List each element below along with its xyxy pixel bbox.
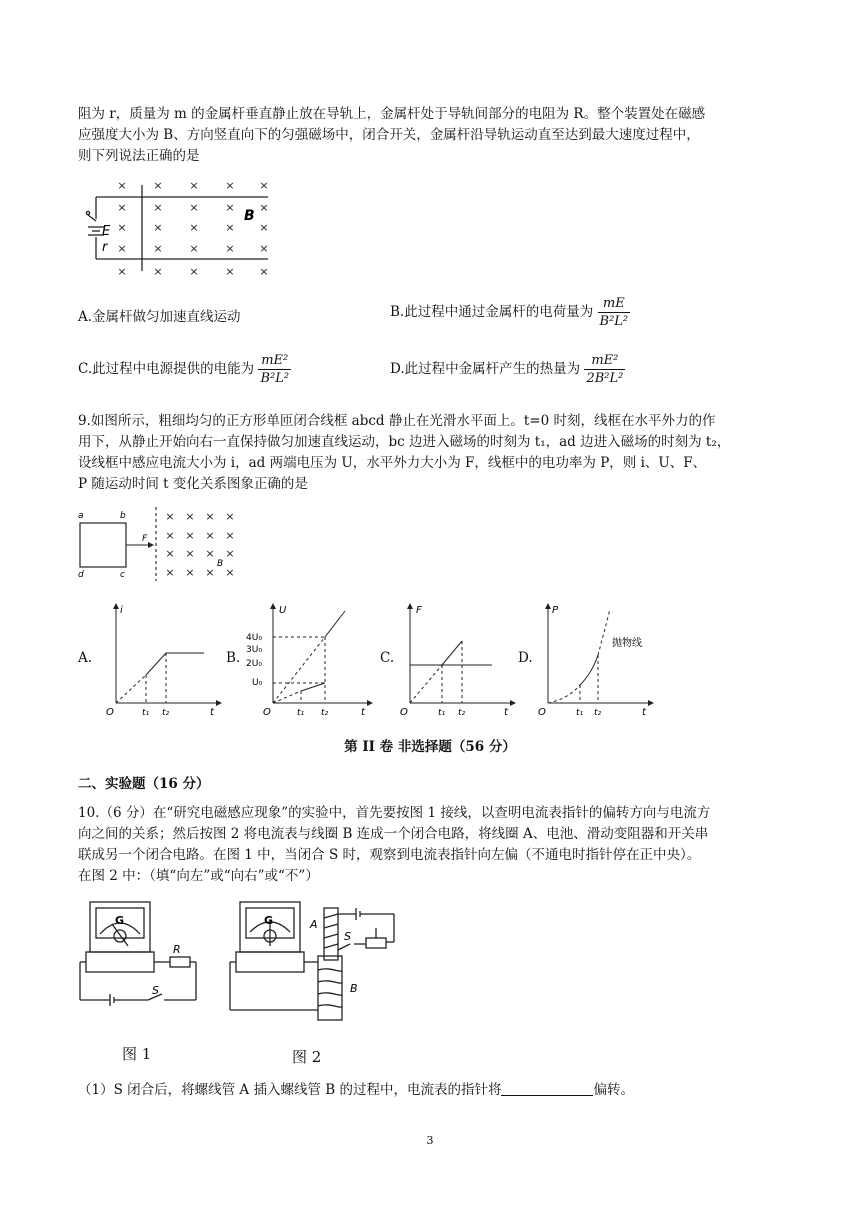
q8-option-c-fraction [258, 352, 291, 387]
q9-graph-c [398, 603, 518, 718]
q10-fig2-label-G: G [264, 914, 274, 927]
q8-option-c-den: B²L² [260, 371, 290, 386]
svg-text:×: × [225, 201, 235, 214]
q9-graph-a [104, 603, 224, 718]
q9-graph-a-origin: O [106, 707, 114, 718]
svg-text:×: × [189, 242, 199, 255]
page-number: 3 [426, 1134, 434, 1147]
svg-text:×: × [185, 566, 195, 579]
svg-text:×: × [189, 221, 199, 234]
svg-text:×: × [117, 179, 127, 192]
q9-label-F: F [142, 534, 148, 544]
q9-graph-d-t: t [642, 707, 646, 718]
q8-option-d-fraction [584, 352, 625, 387]
q8-option-c-text: C.此过程中电源提供的电能为 [78, 361, 255, 377]
q8-option-c[interactable] [78, 352, 291, 387]
svg-text:×: × [225, 547, 235, 560]
q9-graph-c-label[interactable]: C. [380, 650, 395, 666]
q9-graph-a-t2: t₂ [162, 708, 170, 718]
q10-fig1-label-S: S [152, 984, 159, 997]
q9-graph-c-yaxis: F [416, 605, 422, 616]
q9-graph-d-t2: t₂ [594, 708, 602, 718]
q8-option-b[interactable] [390, 295, 630, 330]
svg-text:×: × [225, 566, 235, 579]
svg-text:×: × [117, 265, 127, 278]
svg-text:×: × [189, 179, 199, 192]
svg-text:×: × [259, 242, 269, 255]
svg-text:×: × [153, 242, 163, 255]
q8-option-a[interactable]: A.金属杆做匀加速直线运动 [78, 309, 241, 325]
svg-text:×: × [225, 179, 235, 192]
q9-graph-b [245, 603, 375, 718]
q9-text-line4: P 随运动时间 t 变化关系图象正确的是 [78, 476, 308, 492]
svg-text:×: × [225, 510, 235, 523]
q9-text-line1: 9.如图所示，粗细均匀的正方形单匝闭合线框 abcd 静止在光滑水平面上。t=0 时刻，线框在水平外力的作 [78, 413, 716, 429]
q8-field-crosses [117, 179, 268, 278]
q10-fig2-label-B: B [350, 982, 358, 995]
q8-option-b-fraction [598, 295, 631, 330]
q8-text-line1: 阻为 r，质量为 m 的金属杆垂直静止放在导轨上，金属杆处于导轨间部分的电阻为 R。整个装置处在磁感 [78, 106, 706, 122]
q10-figure-2-caption: 图 2 [292, 1048, 322, 1066]
q10-fig1-label-R: R [173, 943, 181, 956]
q10-sub1 [78, 1080, 634, 1101]
q9-graph-a-t1: t₁ [142, 708, 150, 718]
q9-graph-b-tick-3u0: 3U₀ [246, 645, 262, 655]
svg-text:×: × [185, 510, 195, 523]
q10-text-line3: 联成另一个闭合电路。在图 1 中，当闭合 S 时，观察到电流表指针向左偏（不通电时指针停在正中央）。 [78, 847, 701, 863]
q8-option-b-num: mE [598, 295, 631, 313]
q9-graph-a-yaxis: i [120, 605, 123, 616]
q9-graph-d-parabola-note: 抛物线 [612, 638, 642, 649]
q8-label-r: r [102, 240, 108, 255]
q8-option-d-den: 2B²L² [586, 371, 624, 386]
svg-text:×: × [225, 529, 235, 542]
svg-text:×: × [153, 265, 163, 278]
q9-graph-d-t1: t₁ [576, 708, 584, 718]
q9-graph-b-t1: t₁ [297, 708, 305, 718]
svg-text:×: × [205, 547, 215, 560]
svg-text:×: × [117, 221, 127, 234]
q9-label-d: d [78, 570, 84, 580]
q8-option-d[interactable] [390, 352, 625, 387]
q8-text-line3: 则下列说法正确的是 [78, 148, 200, 164]
svg-text:×: × [165, 529, 175, 542]
svg-text:×: × [225, 242, 235, 255]
q10-text-line2: 向之间的关系；然后按图 2 将电流表与线圈 B 连成一个闭合电路，将线圈 A、电池、滑动变阻器和开关串 [78, 826, 709, 842]
q9-graph-d [536, 603, 656, 718]
svg-text:×: × [117, 242, 127, 255]
q9-text-line3: 设线框中感应电流大小为 i，ad 两端电压为 U，水平外力大小为 F，线框中的电功率为 P，则 i、U、F、 [78, 455, 707, 471]
q8-label-B: B [244, 208, 255, 224]
q9-graph-a-label[interactable]: A. [78, 650, 93, 666]
svg-text:×: × [117, 201, 127, 214]
q9-graph-b-t2: t₂ [321, 708, 329, 718]
q10-text-line1: 10.（6 分）在“研究电磁感应现象”的实验中，首先要按图 1 接线，以查明电流表指针的偏转方向与电流方 [78, 805, 711, 821]
svg-text:×: × [189, 201, 199, 214]
q8-circuit-figure [78, 175, 278, 280]
q9-graph-b-tick-4u0: 4U₀ [246, 633, 262, 643]
svg-text:×: × [259, 221, 269, 234]
q9-graph-c-origin: O [400, 707, 408, 718]
q9-graph-d-yaxis: P [552, 605, 559, 616]
q10-figure-2 [226, 900, 406, 1040]
svg-text:×: × [185, 547, 195, 560]
q9-graph-b-tick-u0: U₀ [252, 678, 263, 688]
svg-text:×: × [165, 547, 175, 560]
svg-text:×: × [205, 566, 215, 579]
q9-graph-b-origin: O [263, 707, 271, 718]
q9-graph-c-t2: t₂ [458, 708, 466, 718]
q9-frame-figure [74, 505, 254, 585]
q10-sub1-prefix: （1）S 闭合后，将螺线管 A 插入螺线管 B 的过程中，电流表的指针将 [78, 1082, 502, 1098]
q9-text-line2: 用下，从静止开始向右一直保持做匀加速直线运动，bc 边进入磁场的时刻为 t₁，ad 边进入磁场的时刻为 t₂， [78, 434, 731, 450]
svg-text:×: × [259, 179, 269, 192]
q8-option-c-num: mE² [258, 352, 291, 370]
q9-label-c: c [120, 570, 125, 580]
q8-text-line2: 应强度大小为 B、方向竖直向下的匀强磁场中，闭合开关，金属杆沿导轨运动直至达到最大速度过程中， [78, 127, 700, 143]
q9-graph-a-t: t [210, 707, 214, 718]
q8-label-E: E [102, 224, 111, 239]
svg-text:×: × [259, 201, 269, 214]
svg-text:×: × [189, 265, 199, 278]
q9-graph-d-origin: O [538, 707, 546, 718]
q9-graph-b-label[interactable]: B. [226, 650, 241, 666]
q9-graph-c-t: t [504, 707, 508, 718]
q10-figure-1-caption: 图 1 [122, 1045, 152, 1063]
svg-text:×: × [205, 510, 215, 523]
svg-text:×: × [165, 510, 175, 523]
svg-text:×: × [225, 221, 235, 234]
svg-text:×: × [225, 265, 235, 278]
q10-fig2-label-A: A [310, 918, 318, 931]
q9-graph-b-tick-2u0: 2U₀ [246, 659, 262, 669]
q10-figure-1 [78, 900, 208, 1010]
q8-option-d-text: D.此过程中金属杆产生的热量为 [390, 361, 581, 377]
q10-sub1-suffix: 偏转。 [593, 1082, 634, 1098]
part2-title: 第 II 卷 非选择题（56 分） [344, 739, 516, 755]
q9-graph-b-t: t [361, 707, 365, 718]
q9-graph-b-yaxis: U [279, 605, 287, 616]
q10-sub1-answer-blank[interactable] [501, 1082, 593, 1096]
q10-text-line4: 在图 2 中：（填“向左”或“向右”或“不”） [78, 868, 319, 884]
q9-field-crosses [165, 510, 234, 579]
q10-fig1-label-G: G [115, 914, 125, 927]
svg-text:×: × [153, 201, 163, 214]
svg-text:×: × [205, 529, 215, 542]
q9-graph-d-label[interactable]: D. [518, 650, 533, 666]
section2-title: 二、实验题（16 分） [78, 776, 210, 792]
q9-label-a: a [78, 511, 84, 521]
svg-text:×: × [153, 179, 163, 192]
svg-text:×: × [165, 566, 175, 579]
q10-fig2-label-S: S [344, 930, 351, 943]
svg-text:×: × [153, 221, 163, 234]
q9-graph-c-t1: t₁ [438, 708, 446, 718]
q8-option-b-text: B.此过程中通过金属杆的电荷量为 [390, 304, 594, 320]
svg-text:×: × [259, 265, 269, 278]
q8-option-d-num: mE² [584, 352, 625, 370]
q8-option-b-den: B²L² [599, 314, 629, 329]
q9-label-b: b [120, 511, 126, 521]
svg-text:×: × [185, 529, 195, 542]
q9-label-B: B [217, 559, 224, 569]
